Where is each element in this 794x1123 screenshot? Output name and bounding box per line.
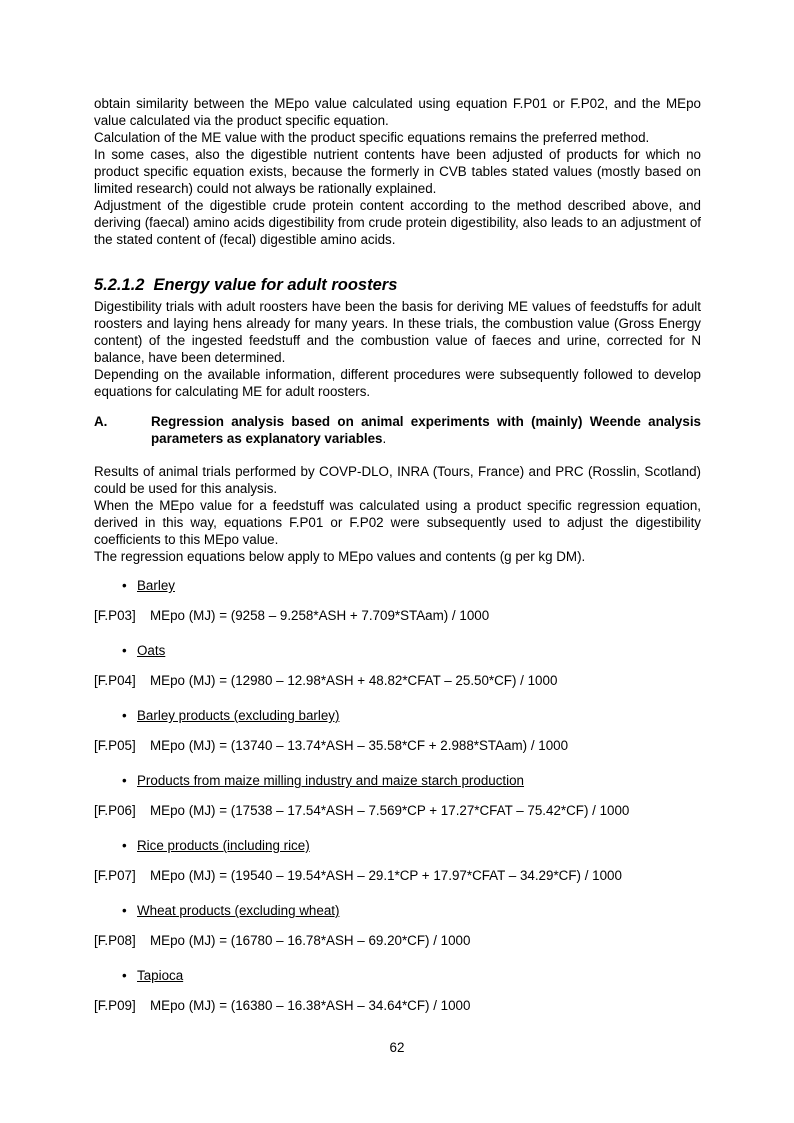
section-paragraphs bbox=[94, 298, 701, 400]
product-name: Tapioca bbox=[137, 968, 184, 983]
equation-formula: MEpo (MJ) = (13740 – 13.74*ASH – 35.58*CF + 2.988*STAam) / 1000 bbox=[150, 738, 569, 753]
page-number: 62 bbox=[389, 1040, 405, 1055]
equation-line bbox=[94, 672, 701, 689]
equation-formula: MEpo (MJ) = (17538 – 17.54*ASH – 7.569*CP + 17.27*CFAT – 75.42*CF) / 1000 bbox=[150, 803, 630, 818]
equation-line bbox=[94, 932, 701, 949]
equation-formula: MEpo (MJ) = (19540 – 19.54*ASH – 29.1*CP + 17.97*CFAT – 34.29*CF) / 1000 bbox=[150, 868, 622, 883]
equation-product-bullet bbox=[94, 707, 701, 724]
equation-code: [F.P04] bbox=[94, 673, 136, 688]
equation-code: [F.P07] bbox=[94, 868, 136, 883]
bullet-icon: • bbox=[122, 838, 127, 853]
paragraph: In some cases, also the digestible nutrient contents have been adjusted of products for which no product specific equation exists, because the formerly in CVB tables stated values (mostly based on limited research) could not always be rationally explained. bbox=[94, 147, 701, 196]
equation-code: [F.P08] bbox=[94, 933, 136, 948]
equation-line bbox=[94, 737, 701, 754]
equation-formula: MEpo (MJ) = (16780 – 16.78*ASH – 69.20*CF) / 1000 bbox=[150, 933, 471, 948]
bullet-icon: • bbox=[122, 708, 127, 723]
equation-formula: MEpo (MJ) = (9258 – 9.258*ASH + 7.709*STAam) / 1000 bbox=[150, 608, 490, 623]
section-title: Energy value for adult roosters bbox=[153, 276, 398, 294]
equation-code: [F.P03] bbox=[94, 608, 136, 623]
equation-code: [F.P09] bbox=[94, 998, 136, 1013]
equation-formula: MEpo (MJ) = (16380 – 16.38*ASH – 34.64*CF) / 1000 bbox=[150, 998, 471, 1013]
equation-product-bullet bbox=[94, 967, 701, 984]
bullet-icon: • bbox=[122, 903, 127, 918]
product-name: Barley products (excluding barley) bbox=[137, 708, 340, 723]
paragraph: Depending on the available information, different procedures were subsequently followed to develop equations for calculating ME for adult roosters. bbox=[94, 367, 701, 399]
product-name: Barley bbox=[137, 578, 175, 593]
paragraph: obtain similarity between the MEpo value calculated using equation F.P01 or F.P02, and the MEpo value calculated via the product specific equation. bbox=[94, 96, 701, 128]
paragraph: Calculation of the ME value with the product specific equations remains the preferred method. bbox=[94, 130, 650, 145]
equation-line bbox=[94, 997, 701, 1014]
subsection-label: A. bbox=[94, 414, 108, 429]
bullet-icon: • bbox=[122, 968, 127, 983]
paragraph: Digestibility trials with adult roosters have been the basis for deriving ME values of feedstuffs for adult roosters and laying hens already for many years. In these trials, the combustion value (Gross Energy content) of the ingested feedstuff and the combustion value of faeces and urine, corrected for N balance, have been determined. bbox=[94, 299, 701, 365]
section-heading bbox=[94, 275, 701, 296]
equation-code: [F.P06] bbox=[94, 803, 136, 818]
paragraph: The regression equations below apply to MEpo values and contents (g per kg DM). bbox=[94, 549, 586, 564]
bullet-icon: • bbox=[122, 643, 127, 658]
subsection-title bbox=[151, 413, 701, 447]
equation-product-bullet bbox=[94, 642, 701, 659]
paragraph: When the MEpo value for a feedstuff was calculated using a product specific regression equation, derived in this way, equations F.P01 or F.P02 were subsequently used to adjust the digestibility coefficients to this MEpo value. bbox=[94, 498, 701, 547]
product-name: Wheat products (excluding wheat) bbox=[137, 903, 340, 918]
bullet-icon: • bbox=[122, 578, 127, 593]
analysis-paragraphs bbox=[94, 463, 701, 565]
subsection-title-bold: Regression analysis based on animal experiments with (mainly) Weende analysis parameters as explanatory variables bbox=[151, 414, 701, 446]
section-number: 5.2.1.2 bbox=[94, 276, 145, 294]
intro-paragraphs bbox=[94, 95, 701, 248]
bullet-icon: • bbox=[122, 773, 127, 788]
paragraph: Results of animal trials performed by COVP-DLO, INRA (Tours, France) and PRC (Rosslin, Scotland) could be used for this analysis. bbox=[94, 464, 701, 496]
equation-product-bullet bbox=[94, 837, 701, 854]
equation-product-bullet bbox=[94, 772, 701, 789]
equation-line bbox=[94, 802, 701, 819]
equation-product-bullet bbox=[94, 577, 701, 594]
paragraph: Adjustment of the digestible crude protein content according to the method described above, and deriving (faecal) amino acids digestibility from crude protein digestibility, also leads to an adjustment of the stated content of (fecal) digestible amino acids. bbox=[94, 198, 701, 247]
subsection-title-suffix: . bbox=[382, 431, 387, 446]
equation-code: [F.P05] bbox=[94, 738, 136, 753]
product-name: Products from maize milling industry and maize starch production bbox=[137, 773, 525, 788]
equation-line bbox=[94, 867, 701, 884]
product-name: Oats bbox=[137, 643, 166, 658]
page-content bbox=[94, 95, 701, 1032]
equation-formula: MEpo (MJ) = (12980 – 12.98*ASH + 48.82*CFAT – 25.50*CF) / 1000 bbox=[150, 673, 558, 688]
subsection-heading bbox=[94, 413, 701, 447]
equation-list bbox=[94, 577, 701, 1014]
equation-product-bullet bbox=[94, 902, 701, 919]
equation-line bbox=[94, 607, 701, 624]
product-name: Rice products (including rice) bbox=[137, 838, 310, 853]
